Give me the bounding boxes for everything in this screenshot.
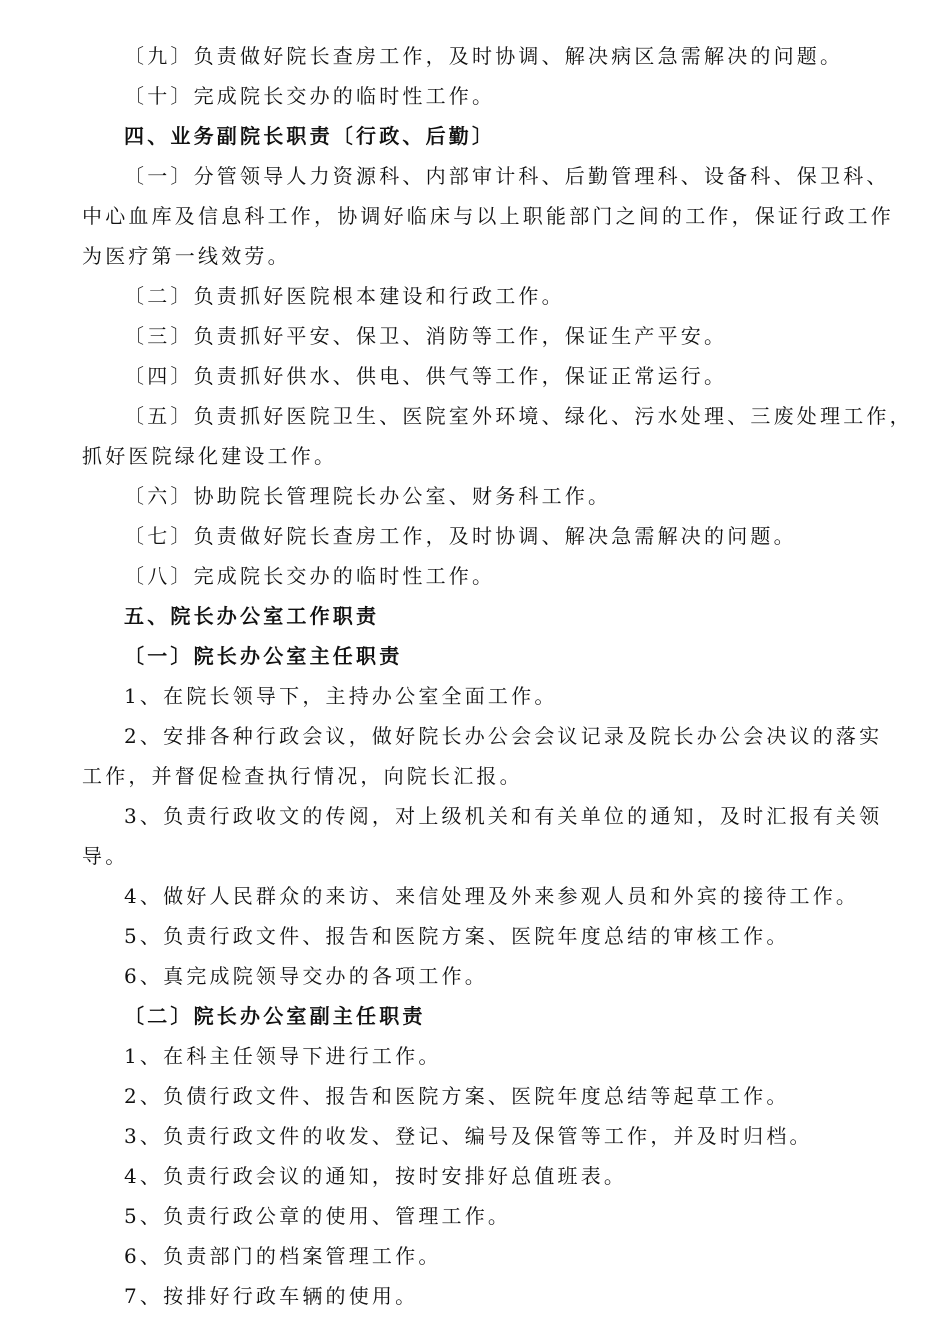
document-page bbox=[82, 36, 913, 1316]
list-item: 2、安排各种行政会议，做好院长办公会会议记录及院长办公会决议的落实 bbox=[124, 724, 883, 748]
list-item: 4、做好人民群众的来访、来信处理及外来参观人员和外宾的接待工作。 bbox=[124, 884, 860, 908]
list-item: 1、在院长领导下，主持办公室全面工作。 bbox=[124, 684, 558, 708]
paragraph-line: 〔五〕负责抓好医院卫生、医院室外环境、绿化、污水处理、三废处理工作， bbox=[124, 404, 913, 428]
paragraph-line: 中心血库及信息科工作，协调好临床与以上职能部门之间的工作，保证行政工作 bbox=[82, 204, 894, 228]
list-item: 5、负责行政文件、报告和医院方案、医院年度总结的审核工作。 bbox=[124, 924, 790, 948]
list-item: 3、负责行政文件的收发、登记、编号及保管等工作，并及时归档。 bbox=[124, 1124, 813, 1148]
section-heading-4: 四、业务副院长职责〔行政、后勤〕 bbox=[124, 124, 496, 148]
paragraph-line: 〔八〕完成院长交办的临时性工作。 bbox=[124, 564, 496, 588]
list-item: 2、负债行政文件、报告和医院方案、医院年度总结等起草工作。 bbox=[124, 1084, 790, 1108]
list-item: 4、负责行政会议的通知，按时安排好总值班表。 bbox=[124, 1164, 628, 1188]
list-item: 6、负责部门的档案管理工作。 bbox=[124, 1244, 442, 1268]
list-item: 1、在科主任领导下进行工作。 bbox=[124, 1044, 442, 1068]
paragraph-line: 为医疗第一线效劳。 bbox=[82, 244, 291, 268]
subsection-heading: 〔一〕院长办公室主任职责 bbox=[124, 644, 403, 668]
paragraph-line: 〔三〕负责抓好平安、保卫、消防等工作，保证生产平安。 bbox=[124, 324, 728, 348]
list-item: 5、负责行政公章的使用、管理工作。 bbox=[124, 1204, 512, 1228]
paragraph-line: 〔六〕协助院长管理院长办公室、财务科工作。 bbox=[124, 484, 612, 508]
paragraph-line: 〔二〕负责抓好医院根本建设和行政工作。 bbox=[124, 284, 565, 308]
clause-10: 〔十〕完成院长交办的临时性工作。 bbox=[124, 84, 496, 108]
list-item-continuation: 导。 bbox=[82, 844, 129, 868]
section-heading-5: 五、院长办公室工作职责 bbox=[124, 604, 380, 628]
paragraph-line: 〔四〕负责抓好供水、供电、供气等工作，保证正常运行。 bbox=[124, 364, 728, 388]
paragraph-line: 〔七〕负责做好院长查房工作，及时协调、解决急需解决的问题。 bbox=[124, 524, 797, 548]
list-item: 6、真完成院领导交办的各项工作。 bbox=[124, 964, 488, 988]
list-item: 3、负责行政收文的传阅，对上级机关和有关单位的通知，及时汇报有关领 bbox=[124, 804, 883, 828]
clause-9: 〔九〕负责做好院长查房工作，及时协调、解决病区急需解决的问题。 bbox=[124, 44, 844, 68]
subsection-heading: 〔二〕院长办公室副主任职责 bbox=[124, 1004, 426, 1028]
paragraph-line: 抓好医院绿化建设工作。 bbox=[82, 444, 338, 468]
list-item-continuation: 工作，并督促检查执行情况，向院长汇报。 bbox=[82, 764, 523, 788]
paragraph-line: 〔一〕分管领导人力资源科、内部审计科、后勤管理科、设备科、保卫科、 bbox=[124, 164, 890, 188]
list-item: 7、按排好行政车辆的使用。 bbox=[124, 1284, 419, 1308]
